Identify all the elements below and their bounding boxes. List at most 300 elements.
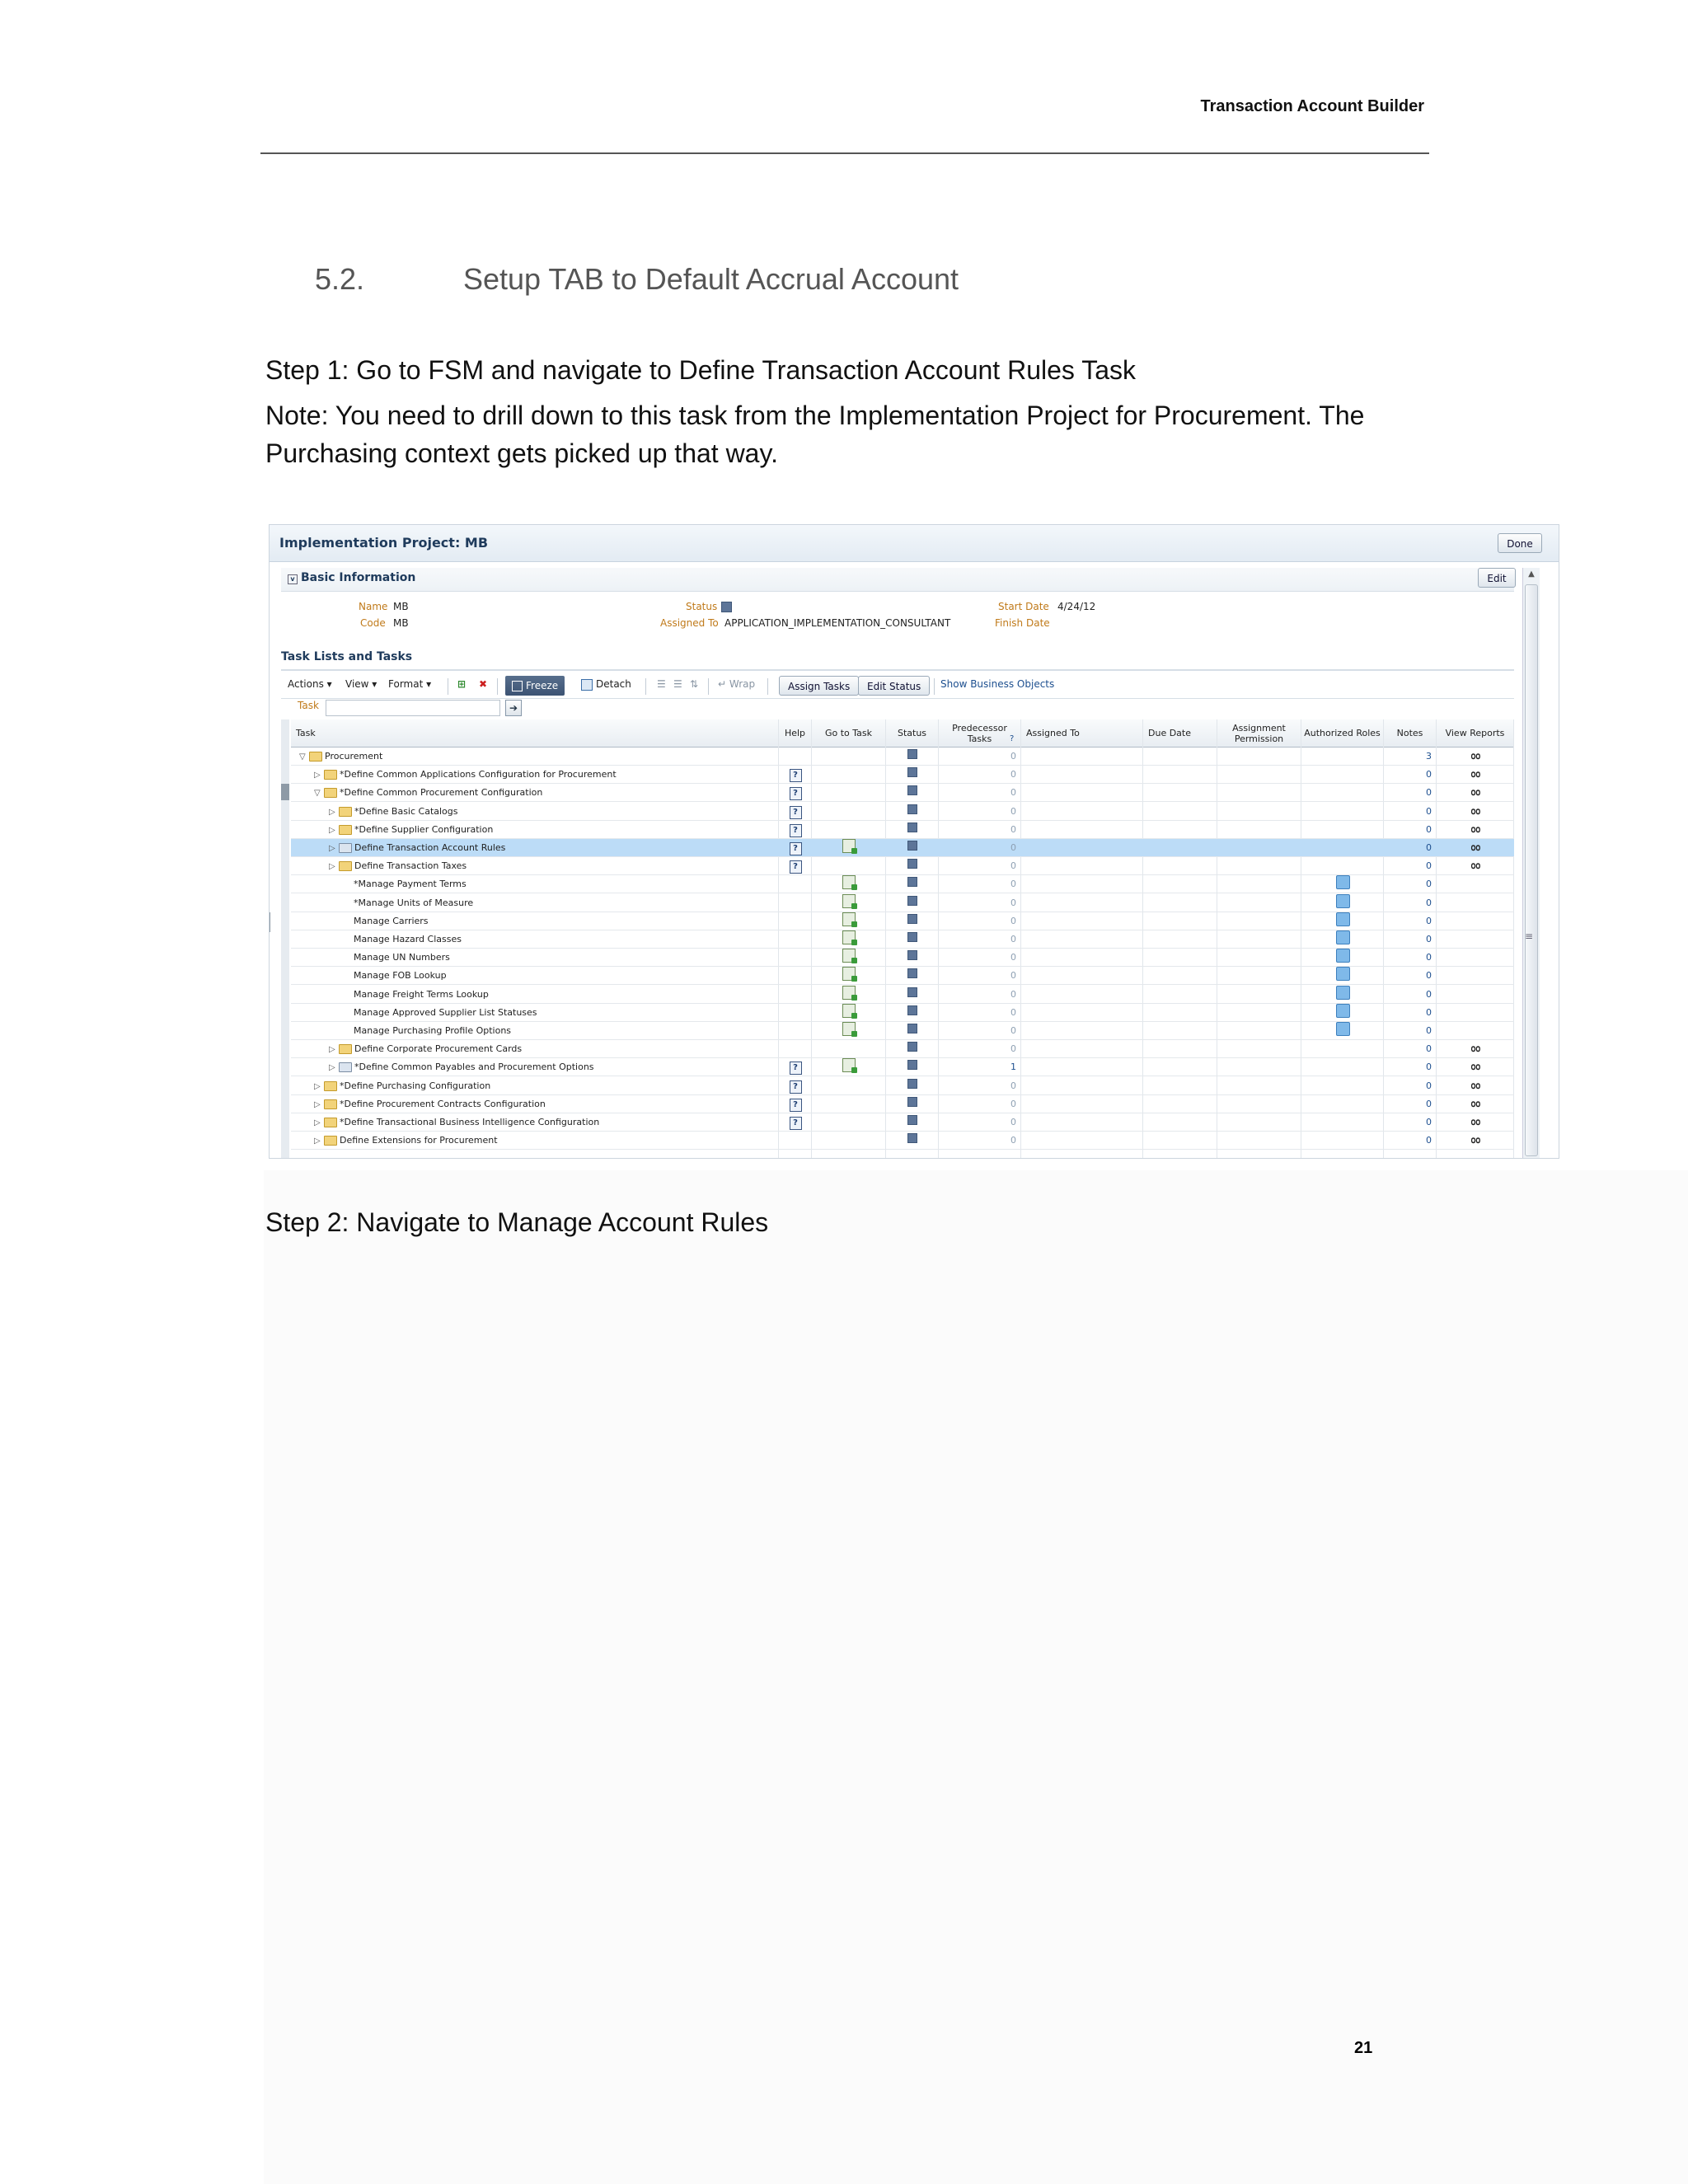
notes-count[interactable]: 0 [1426,860,1432,872]
assign-tasks-button[interactable]: Assign Tasks [779,676,859,696]
task-name[interactable]: *Define Purchasing Configuration [340,1080,491,1091]
grid-cell [886,986,939,1004]
grid-cell [939,875,1016,893]
grid-cell [1301,1004,1384,1022]
task-row[interactable] [291,967,1514,985]
task-row[interactable] [291,1132,1514,1150]
task-row[interactable] [291,1004,1514,1022]
grid-cell [779,803,812,821]
grid-cell [1437,784,1514,802]
task-name[interactable]: Define Transaction Account Rules [354,842,506,853]
view-reports-glasses-icon[interactable]: ൦൦ [1470,842,1480,853]
authorized-roles-icon[interactable] [1336,1022,1350,1036]
actions-menu[interactable]: Actions ▾ [288,678,332,690]
grid-cell [812,986,886,1004]
expand-triangle-icon[interactable]: ▷ [314,1099,321,1109]
name-label: Name [359,601,388,612]
folder-icon [339,1044,352,1054]
authorized-roles-icon[interactable] [1336,1004,1350,1018]
grid-cell [886,967,939,985]
task-list-icon [339,1062,352,1072]
scroll-up-arrow-icon[interactable]: ▲ [1528,569,1535,579]
go-to-task-icon[interactable] [842,894,856,908]
grid-cell [886,1113,939,1132]
go-to-task-icon[interactable] [842,1004,856,1018]
grid-cell [812,1058,886,1076]
predecessor-count: 0 [1010,1117,1016,1127]
task-cell [329,803,790,821]
view-reports-glasses-icon[interactable]: ൦൦ [1470,1135,1480,1146]
notes-count[interactable]: 0 [1426,897,1432,908]
notes-count[interactable]: 0 [1426,1006,1432,1018]
view-reports-glasses-icon[interactable]: ൦൦ [1470,1043,1480,1055]
grid-cell [812,967,886,985]
grid-cell [1301,930,1384,949]
task-cell [344,875,805,893]
task-list-icon [339,843,352,853]
grid-cell [1437,1040,1514,1058]
grid-cell [1301,912,1384,930]
task-name[interactable]: *Define Basic Catalogs [354,805,458,817]
authorized-roles-icon[interactable] [1336,894,1350,908]
grid-cell [812,912,886,930]
grid-cell [1437,766,1514,784]
predecessor-count: 0 [1010,769,1016,780]
grid-cell [939,986,1016,1004]
task-cell [314,1113,776,1132]
task-toolbar [281,673,1514,699]
add-task-icon[interactable]: ⊞ [457,678,467,690]
predecessor-count: 0 [1010,970,1016,982]
toolbar-separator [767,678,768,695]
status-icon [907,841,917,851]
collapse-triangle-icon[interactable]: ▽ [314,789,321,799]
grid-cell [886,1040,939,1058]
help-icon[interactable]: ? [790,1080,802,1094]
folder-icon [324,1099,337,1109]
task-name[interactable]: Manage FOB Lookup [354,970,447,982]
column-header[interactable]: Predecessor Tasks [939,719,1021,748]
task-row[interactable] [291,839,1514,857]
view-reports-glasses-icon[interactable]: ൦൦ [1470,751,1480,762]
help-icon[interactable]: ? [790,860,802,874]
finish-date-label: Finish Date [995,617,1050,629]
status-icon [907,1133,917,1143]
grid-cell [779,839,812,857]
grid-cell [886,821,939,839]
help-icon[interactable]: ? [790,769,802,782]
column-header[interactable]: Status [886,719,939,748]
status-icon [907,1115,917,1125]
grid-cell [1437,1132,1514,1150]
notes-count[interactable]: 0 [1426,823,1432,835]
wrap-button[interactable] [718,678,755,690]
notes-count[interactable]: 0 [1426,805,1432,817]
task-cell [299,748,761,766]
task-name[interactable]: *Define Common Applications Configuration for Procurement [340,769,617,780]
task-row[interactable] [291,1095,1514,1113]
notes-count[interactable]: 0 [1426,988,1432,1000]
go-to-task-icon[interactable] [842,1022,856,1036]
task-cell [329,1040,790,1058]
grid-cell [1384,1022,1432,1040]
grid-cell [1384,894,1432,912]
code-label: Code [360,617,386,629]
view-reports-glasses-icon[interactable]: ൦൦ [1470,805,1480,817]
grid-cell [1384,1132,1432,1150]
help-icon[interactable]: ? [790,1062,802,1075]
predecessor-count: 0 [1010,1135,1016,1146]
task-tree-table [291,719,1514,1158]
authorized-roles-icon[interactable] [1336,967,1350,981]
notes-count[interactable]: 0 [1426,1025,1432,1036]
task-row[interactable] [291,912,1514,930]
go-to-task-icon[interactable] [842,912,856,926]
freeze-button[interactable] [505,676,565,696]
grid-cell [779,1113,812,1132]
go-to-task-icon[interactable] [842,930,856,944]
expand-triangle-icon[interactable]: ▷ [329,844,335,853]
status-value [721,601,732,612]
predecessor-count: 0 [1010,842,1016,853]
view-reports-glasses-icon[interactable]: ൦൦ [1470,1098,1480,1109]
task-row[interactable] [291,857,1514,875]
vertical-scrollbar[interactable] [1522,568,1540,1158]
task-filter-input[interactable] [326,700,500,716]
grid-cell [1437,1113,1514,1132]
task-cell [329,857,790,875]
grid-cell [939,748,1016,766]
start-date-value: 4/24/12 [1057,601,1096,612]
grid-cell [939,839,1016,857]
expand-triangle-icon[interactable]: ▷ [329,807,335,817]
task-cell [314,1077,776,1095]
expand-triangle-icon[interactable]: ▷ [329,1045,335,1055]
reorder-icon[interactable]: ⇅ [690,678,699,690]
grid-cell [1437,821,1514,839]
task-row[interactable] [291,1077,1514,1095]
assigned-to-label: Assigned To [660,617,719,629]
authorized-roles-icon[interactable] [1336,875,1350,889]
folder-icon [324,1118,337,1127]
view-reports-glasses-icon[interactable]: ൦൦ [1470,787,1480,799]
task-cell [329,1058,790,1076]
grid-cell [939,1022,1016,1040]
grid-cell [939,821,1016,839]
task-name[interactable]: *Define Supplier Configuration [354,823,494,835]
header-rule [260,152,1429,154]
authorized-roles-icon[interactable] [1336,912,1350,926]
format-menu[interactable]: Format ▾ [388,678,432,690]
expand-triangle-icon[interactable]: ▷ [314,1118,321,1127]
view-reports-glasses-icon[interactable]: ൦൦ [1470,1062,1480,1073]
grid-cell [886,949,939,967]
task-cell [329,839,790,857]
folder-icon [309,752,322,762]
view-reports-glasses-icon[interactable]: ൦൦ [1470,1117,1480,1127]
task-name[interactable]: *Define Procurement Contracts Configuration [340,1098,546,1109]
grid-cell [1384,857,1432,875]
go-to-task-icon[interactable] [842,875,856,889]
basic-info-header[interactable] [288,571,415,584]
expand-triangle-icon[interactable]: ▷ [329,862,335,872]
notes-count[interactable]: 0 [1426,787,1432,799]
task-row[interactable] [291,949,1514,967]
task-row[interactable] [291,821,1514,839]
grid-cell [1301,875,1384,893]
predecessor-count: 0 [1010,952,1016,963]
column-header[interactable]: View Reports [1437,719,1514,748]
task-row[interactable] [291,766,1514,784]
notes-count[interactable]: 0 [1426,934,1432,944]
scroll-grip-icon: ≡ [1525,930,1534,942]
status-icon [721,602,732,612]
task-name[interactable]: *Define Transactional Business Intelligence Configuration [340,1117,600,1127]
task-row[interactable] [291,930,1514,949]
task-cell [314,1132,776,1150]
blank-area [264,1170,1688,2184]
column-header[interactable]: Assignment Permission [1217,719,1301,748]
column-header[interactable]: Due Date [1143,719,1217,748]
task-row[interactable] [291,894,1514,912]
grid-cell [1437,748,1514,766]
predecessor-count[interactable]: 1 [1010,1062,1016,1073]
help-icon[interactable]: ? [790,842,802,855]
name-value: MB [393,601,409,612]
notes-count[interactable]: 0 [1426,879,1432,890]
go-to-task-icon[interactable] [842,949,856,963]
task-row[interactable] [291,803,1514,821]
grid-cell [886,912,939,930]
notes-count[interactable]: 0 [1426,952,1432,963]
task-row[interactable] [291,875,1514,893]
notes-count[interactable]: 0 [1426,842,1432,853]
grid-cell [1301,1022,1384,1040]
predecessor-count: 0 [1010,1025,1016,1036]
notes-count[interactable]: 0 [1426,1098,1432,1109]
grid-cell [939,949,1016,967]
view-reports-glasses-icon[interactable]: ൦൦ [1470,769,1480,780]
authorized-roles-icon[interactable] [1336,930,1350,944]
indent-icon[interactable]: ☰ [657,678,666,690]
grid-cell [1301,967,1384,985]
grid-cell [1384,986,1432,1004]
predecessor-count: 0 [1010,988,1016,1000]
grid-cell [812,1004,886,1022]
predecessor-count: 0 [1010,751,1016,762]
section-number: 5.2. [315,262,365,296]
row-selector-mark[interactable] [281,784,289,800]
grid-cell [1384,1058,1432,1076]
grid-cell [939,1058,1016,1076]
grid-cell [886,766,939,784]
grid-cell [1437,803,1514,821]
status-label: Status [686,601,718,612]
task-row[interactable] [291,748,1514,766]
status-icon [907,896,917,906]
outdent-icon[interactable]: ☰ [673,678,682,690]
task-row[interactable] [291,1022,1514,1040]
delete-icon[interactable]: ✖ [479,678,488,690]
view-menu[interactable]: View ▾ [345,678,377,690]
show-business-objects-link[interactable]: Show Business Objects [940,678,1055,690]
view-reports-glasses-icon[interactable]: ൦൦ [1470,860,1480,872]
detach-icon [581,679,593,691]
project-title: Implementation Project: MB [279,535,489,551]
authorized-roles-icon[interactable] [1336,949,1350,963]
expand-triangle-icon[interactable]: ▷ [314,1137,321,1146]
folder-icon [339,861,352,871]
grid-cell [886,784,939,802]
task-name[interactable]: Manage Hazard Classes [354,934,462,944]
grid-cell [886,875,939,893]
predecessor-count: 0 [1010,915,1016,926]
task-row[interactable] [291,1040,1514,1058]
predecessor-count: 0 [1010,897,1016,908]
expand-triangle-icon[interactable]: ▷ [329,825,335,835]
collapse-triangle-icon[interactable]: ▽ [299,752,306,762]
grid-cell [939,1040,1016,1058]
task-row[interactable] [291,1058,1514,1076]
expand-triangle-icon[interactable]: ▷ [329,1063,335,1073]
step-1-text: Step 1: Go to FSM and navigate to Define Transaction Account Rules Task [265,355,1136,385]
grid-cell [886,803,939,821]
notes-count[interactable]: 0 [1426,1043,1432,1055]
expand-triangle-icon[interactable]: ▷ [314,771,321,780]
section-title: Setup TAB to Default Accrual Account [463,262,959,296]
task-name[interactable]: Define Extensions for Procurement [340,1135,498,1146]
task-name[interactable]: *Manage Payment Terms [354,879,467,890]
assigned-to-value: APPLICATION_IMPLEMENTATION_CONSULTANT [724,617,951,629]
done-button[interactable]: Done [1498,533,1542,553]
grid-cell [1384,1040,1432,1058]
task-cell [314,784,776,802]
grid-cell [939,766,1016,784]
column-header[interactable]: Help [779,719,812,748]
authorized-roles-icon[interactable] [1336,986,1350,1000]
collapse-icon[interactable]: v [288,574,298,584]
go-arrow-icon[interactable]: ➔ [505,700,522,716]
notes-count[interactable]: 0 [1426,1135,1432,1146]
task-filter-label: Task [298,700,319,711]
status-icon [907,950,917,960]
notes-count[interactable]: 0 [1426,915,1432,926]
section-heading [315,262,959,297]
task-row[interactable] [291,784,1514,802]
view-reports-glasses-icon[interactable]: ൦൦ [1470,823,1480,835]
note-text: Note: You need to drill down to this task from the Implementation Project for Procurement. The Purchasing context gets picked up that way. [265,401,1365,468]
task-name[interactable]: Procurement [325,751,383,762]
task-cell [314,1095,776,1113]
status-icon [907,1042,917,1052]
notes-count[interactable]: 0 [1426,769,1432,780]
column-header[interactable]: Notes [1384,719,1437,748]
grid-cell [1384,967,1432,985]
grid-cell [1437,1077,1514,1095]
left-edge-marker [269,912,270,932]
expand-triangle-icon[interactable]: ▷ [314,1081,321,1091]
notes-count[interactable]: 0 [1426,1062,1432,1073]
help-icon[interactable]: ? [790,1117,802,1130]
task-name[interactable]: Define Transaction Taxes [354,860,467,872]
grid-cell [1384,839,1432,857]
help-icon[interactable]: ? [790,1099,802,1112]
grid-cell [1384,912,1432,930]
predecessor-help-icon[interactable]: ? [1010,734,1015,743]
grid-cell [779,784,812,802]
go-to-task-icon[interactable] [842,986,856,1000]
folder-icon [324,788,337,798]
task-cell [344,930,805,949]
help-icon[interactable]: ? [790,806,802,819]
status-icon [907,914,917,924]
grid-cell [1384,875,1432,893]
go-to-task-icon[interactable] [842,1058,856,1072]
task-name[interactable]: Manage Purchasing Profile Options [354,1025,512,1036]
task-name[interactable]: Manage Carriers [354,915,429,926]
grid-cell [939,1095,1016,1113]
task-row[interactable] [291,986,1514,1004]
status-icon [907,968,917,978]
wrap-label: Wrap [729,678,756,690]
go-to-task-icon[interactable] [842,967,856,981]
step-2-text: Step 2: Navigate to Manage Account Rules [265,1207,769,1237]
predecessor-count: 0 [1010,787,1016,799]
scroll-thumb[interactable] [1525,584,1538,1156]
detach-button[interactable] [581,678,631,691]
go-to-task-icon[interactable] [842,839,856,853]
grid-cell [812,839,886,857]
grid-cell [939,803,1016,821]
grid-cell [939,857,1016,875]
notes-count[interactable]: 0 [1426,970,1432,982]
column-header[interactable]: Assigned To [1021,719,1143,748]
detach-label: Detach [596,678,631,690]
help-icon[interactable]: ? [790,787,802,800]
task-cell [344,894,805,912]
status-icon [907,859,917,869]
task-name[interactable]: *Define Common Payables and Procurement Options [354,1062,594,1073]
column-header[interactable]: Task [291,719,779,748]
task-name[interactable]: *Manage Units of Measure [354,897,474,908]
toolbar-separator [708,678,709,695]
help-icon[interactable]: ? [790,824,802,837]
grid-cell [1301,986,1384,1004]
notes-count[interactable]: 3 [1426,751,1432,762]
column-header[interactable]: Authorized Roles [1301,719,1384,748]
column-header[interactable]: Go to Task [812,719,886,748]
predecessor-count: 0 [1010,879,1016,890]
edit-button[interactable]: Edit [1478,568,1516,588]
notes-count[interactable]: 0 [1426,1080,1432,1091]
grid-cell [779,857,812,875]
task-name[interactable]: Define Corporate Procurement Cards [354,1043,523,1055]
view-reports-glasses-icon[interactable]: ൦൦ [1470,1080,1480,1091]
task-name[interactable]: Manage UN Numbers [354,952,450,963]
grid-cell [812,875,886,893]
grid-cell [886,894,939,912]
edit-status-button[interactable]: Edit Status [858,676,930,696]
grid-cell [939,1132,1016,1150]
task-name[interactable]: Manage Approved Supplier List Statuses [354,1006,537,1018]
grid-cell [1384,803,1432,821]
task-cell [344,1022,805,1040]
task-name[interactable]: Manage Freight Terms Lookup [354,988,489,1000]
task-name[interactable]: *Define Common Procurement Configuration [340,787,543,799]
task-row[interactable] [291,1113,1514,1132]
notes-count[interactable]: 0 [1426,1117,1432,1127]
toolbar-separator [934,678,935,695]
